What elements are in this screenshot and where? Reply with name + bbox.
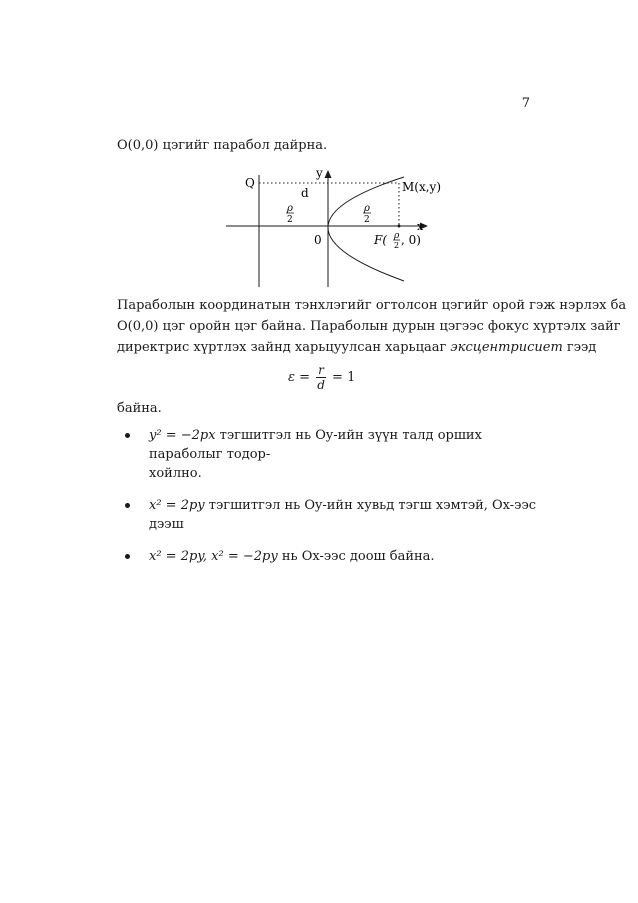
rho-left-numerator: ρ [287,203,293,214]
rho-right-denominator: 2 [364,215,370,225]
bullet-item [121,496,541,534]
x-axis-label: x [417,220,424,233]
bullet-text-continued: хойлно. [149,466,202,481]
focus-label-suffix: , 0) [401,233,421,247]
paragraph-line-3 [117,338,597,357]
paragraph-line-3-tail: гээд [566,340,597,355]
emphasized-term: эксцентрисиет [450,340,563,355]
formula-denominator: d [317,378,325,392]
bullet-text: тэгшитгэл нь Oy-ийн зүүн талд орших параболыг тодор- [149,428,482,462]
bullet-math: x² = 2py, x² = −2py [149,549,278,564]
formula-fraction [316,363,326,392]
rho-left-denominator: 2 [287,215,293,225]
formula-lhs: ε = [288,370,311,385]
formula-numerator: r [318,363,324,377]
bullet-list [121,426,541,579]
focus-label-prefix: F( [374,233,388,247]
bullet-text: нь Ox-ээс доош байна. [281,549,435,564]
paragraph-line-1: Параболын координатын тэнхлэгийг огтолсон цэгийг орой гэж нэрлэх ба [117,298,627,313]
bullet-math: y² = −2px [149,428,216,443]
q-label: Q [245,176,255,190]
page-number: 7 [521,96,530,111]
bullet-item [121,426,541,483]
after-formula-text: байна. [117,401,162,416]
y-axis-label: y [316,166,323,180]
formula-rhs: = 1 [332,370,356,385]
y-axis-arrow [325,170,332,178]
paragraph-line-3-text: директрис хүртлэх зайнд харьцуулсан харьцааг [117,340,447,355]
paragraph-line-2: O(0,0) цэг оройн цэг байна. Параболын дурын цэгээс фокус хүртэлх зайг [117,319,621,334]
d-label: d [301,186,309,200]
rho-right-numerator: ρ [364,203,370,214]
focus-rho-denominator: 2 [394,241,400,250]
focus-rho-numerator: ρ [394,231,400,241]
m-label: M(x,y) [402,180,442,194]
bullet-text: тэгшитгэл нь Oy-ийн хувьд тэгш хэмтэй, Ox-ээс дээш [149,498,537,532]
eccentricity-formula [288,363,355,392]
parabola-curve [328,177,404,281]
intro-line: O(0,0) цэгийг парабол дайрна. [117,138,328,153]
origin-label: 0 [314,233,322,247]
focus-point [398,225,401,228]
bullet-item [121,547,541,566]
bullet-math: x² = 2py [149,498,205,513]
